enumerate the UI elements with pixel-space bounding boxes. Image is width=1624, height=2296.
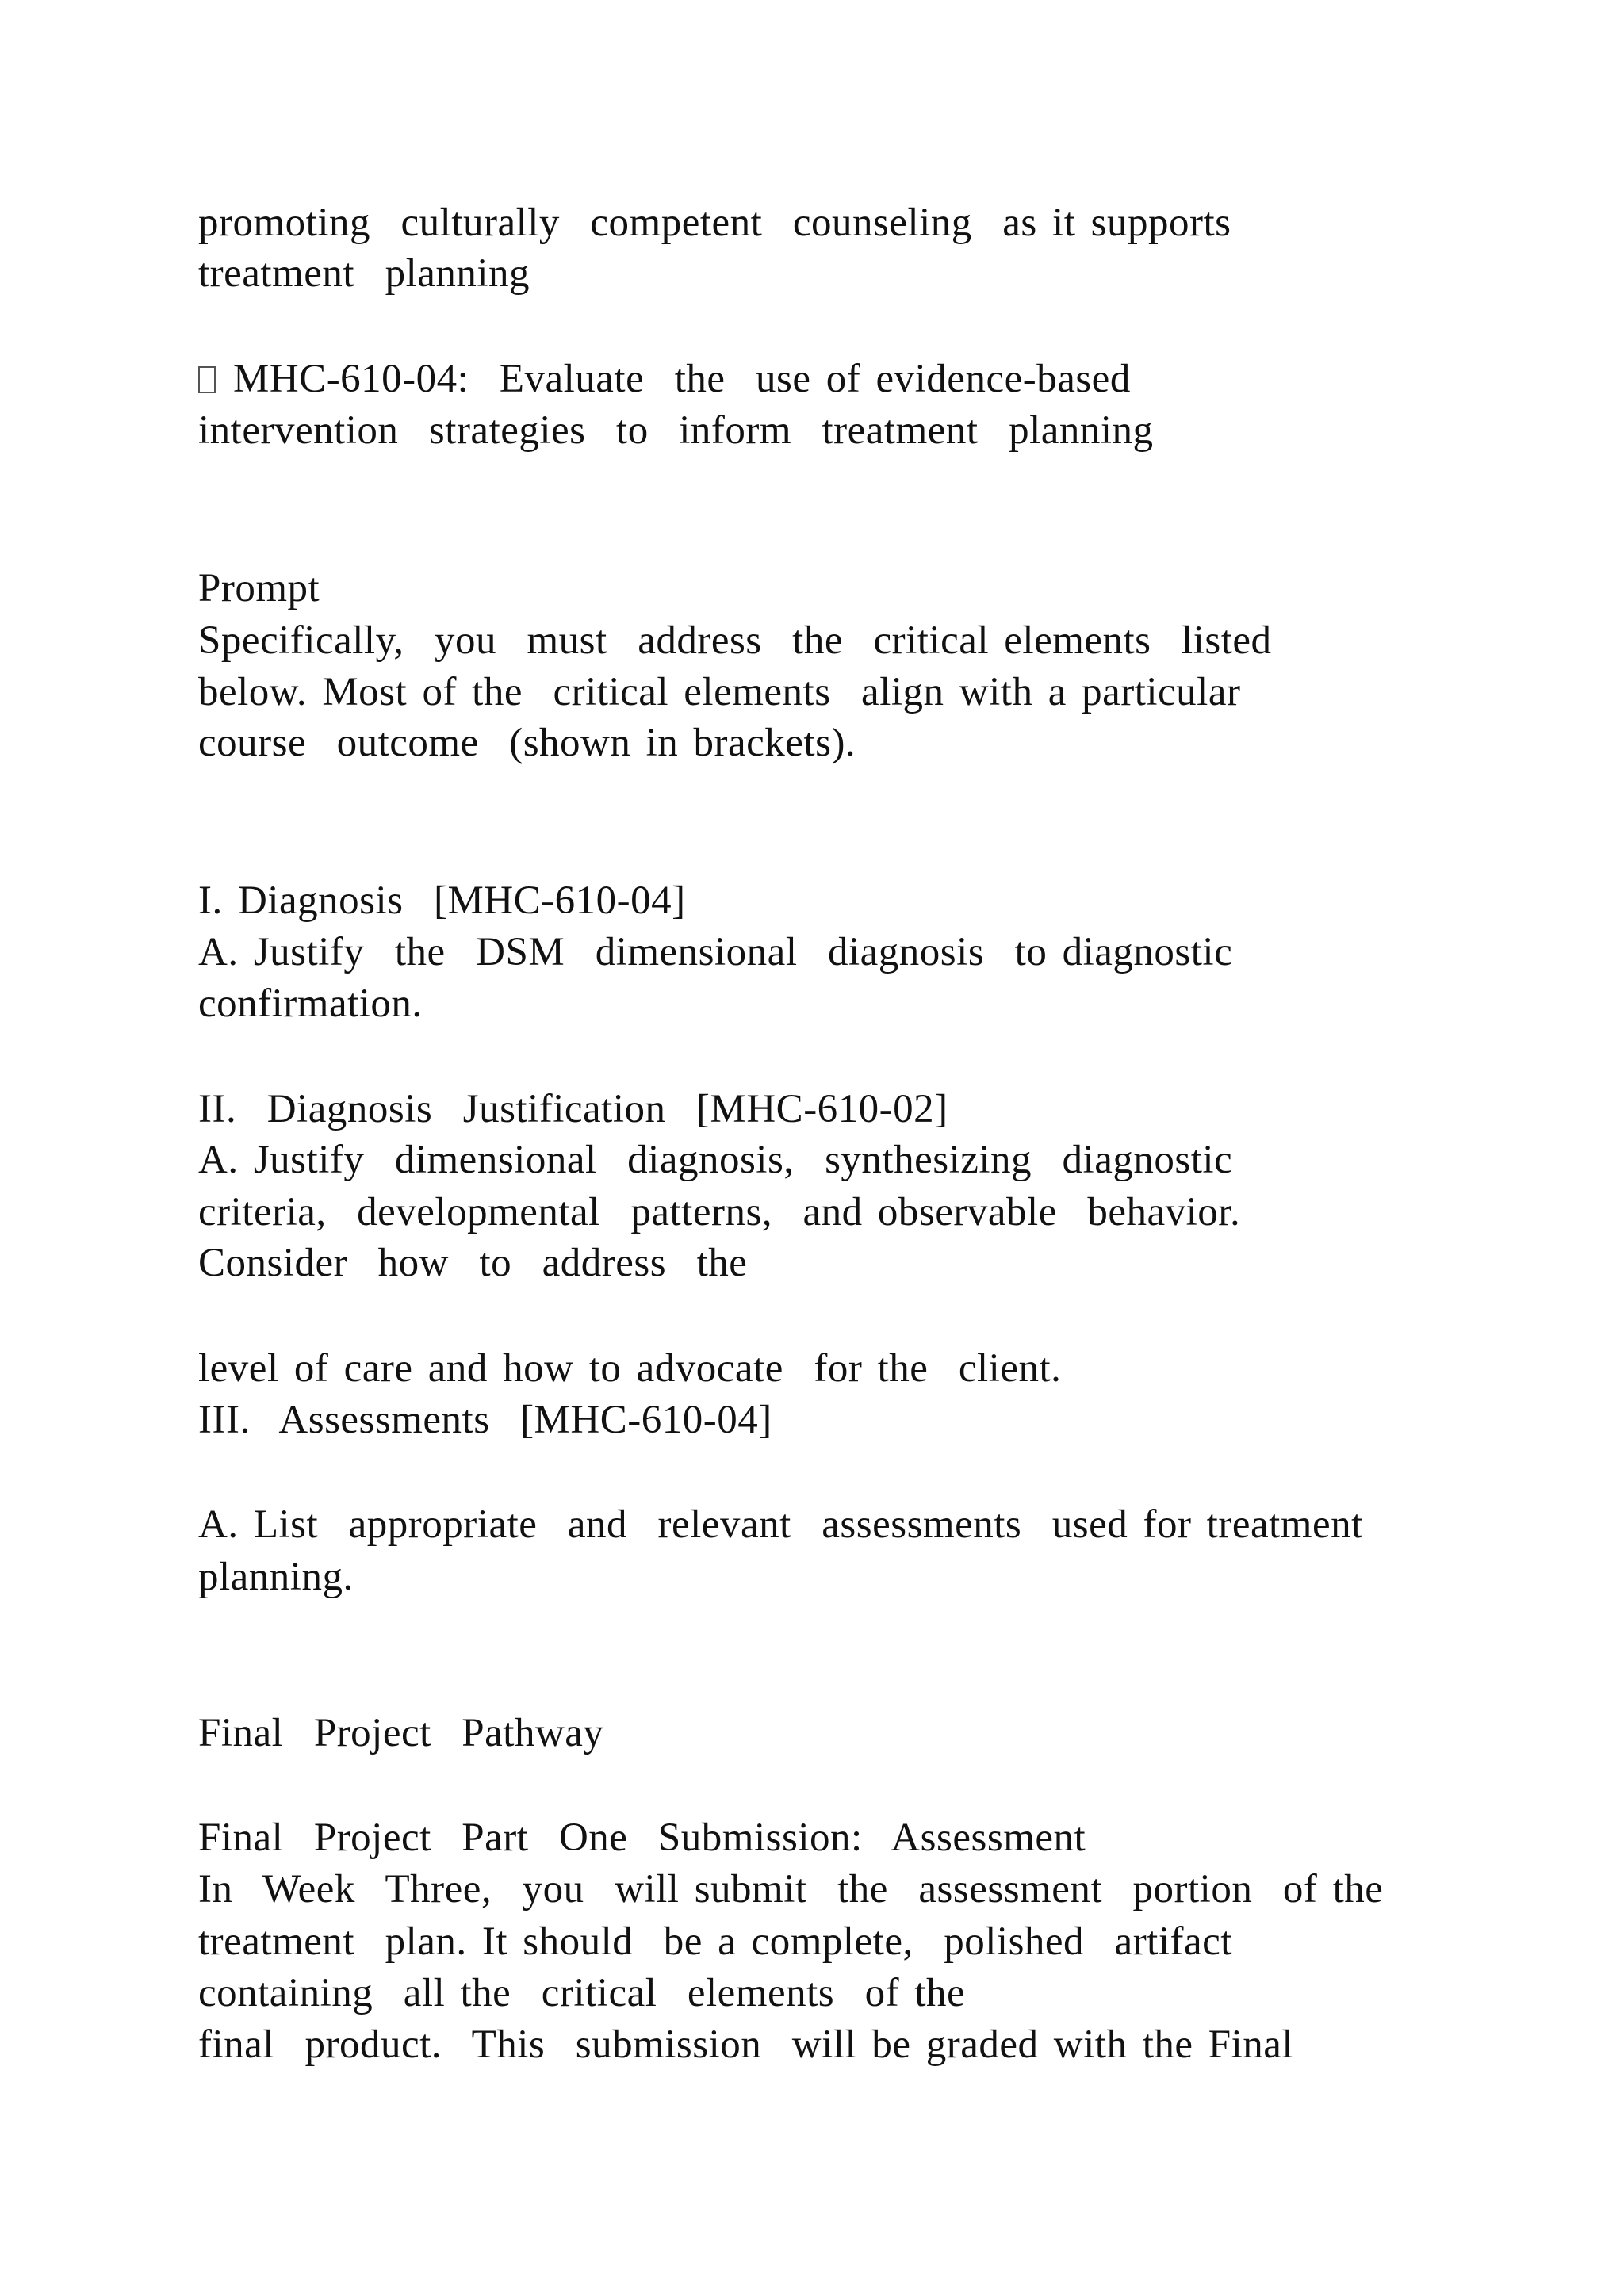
text-line: level of care and how to advocate for the client. (198, 1346, 1062, 1391)
bullet-text: MHC-610-04: Evaluate the use of evidence-based (233, 357, 1131, 401)
text-line: final product. This submission will be graded with the Final (198, 2022, 1294, 2067)
section-heading: III. Assessments [MHC-610-04] (198, 1398, 772, 1442)
text-line: below. Most of the critical elements align with a particular (198, 670, 1241, 714)
text-line: criteria, developmental patterns, and observable behavior. (198, 1190, 1241, 1234)
section-heading: II. Diagnosis Justification [MHC-610-02] (198, 1087, 948, 1131)
section-heading: Prompt (198, 566, 320, 610)
bullet-line (198, 355, 1131, 403)
text-line: promoting culturally competent counseling as it supports (198, 201, 1231, 245)
section-heading: Final Project Part One Submission: Assessment (198, 1816, 1086, 1860)
text-line: treatment plan. It should be a complete, polished artifact (198, 1919, 1232, 1964)
text-line: Consider how to address the (198, 1241, 748, 1285)
text-line: A. Justify dimensional diagnosis, synthesizing diagnostic (198, 1138, 1233, 1182)
text-line: confirmation. (198, 982, 423, 1026)
text-line: treatment planning (198, 251, 530, 296)
text-line: A. List appropriate and relevant assessments used for treatment (198, 1502, 1363, 1547)
section-heading: Final Project Pathway (198, 1711, 604, 1755)
text-line: planning. (198, 1555, 354, 1599)
text-line: course outcome (shown in brackets). (198, 721, 856, 765)
section-heading: I. Diagnosis [MHC-610-04] (198, 878, 686, 923)
bullet-box-icon (198, 366, 216, 393)
text-line: containing all the critical elements of the (198, 1971, 966, 2015)
text-line: In Week Three, you will submit the assessment portion of the (198, 1867, 1384, 1911)
text-line: intervention strategies to inform treatment planning (198, 408, 1154, 453)
text-line: A. Justify the DSM dimensional diagnosis to diagnostic (198, 930, 1233, 974)
text-line: Specifically, you must address the critical elements listed (198, 618, 1272, 663)
